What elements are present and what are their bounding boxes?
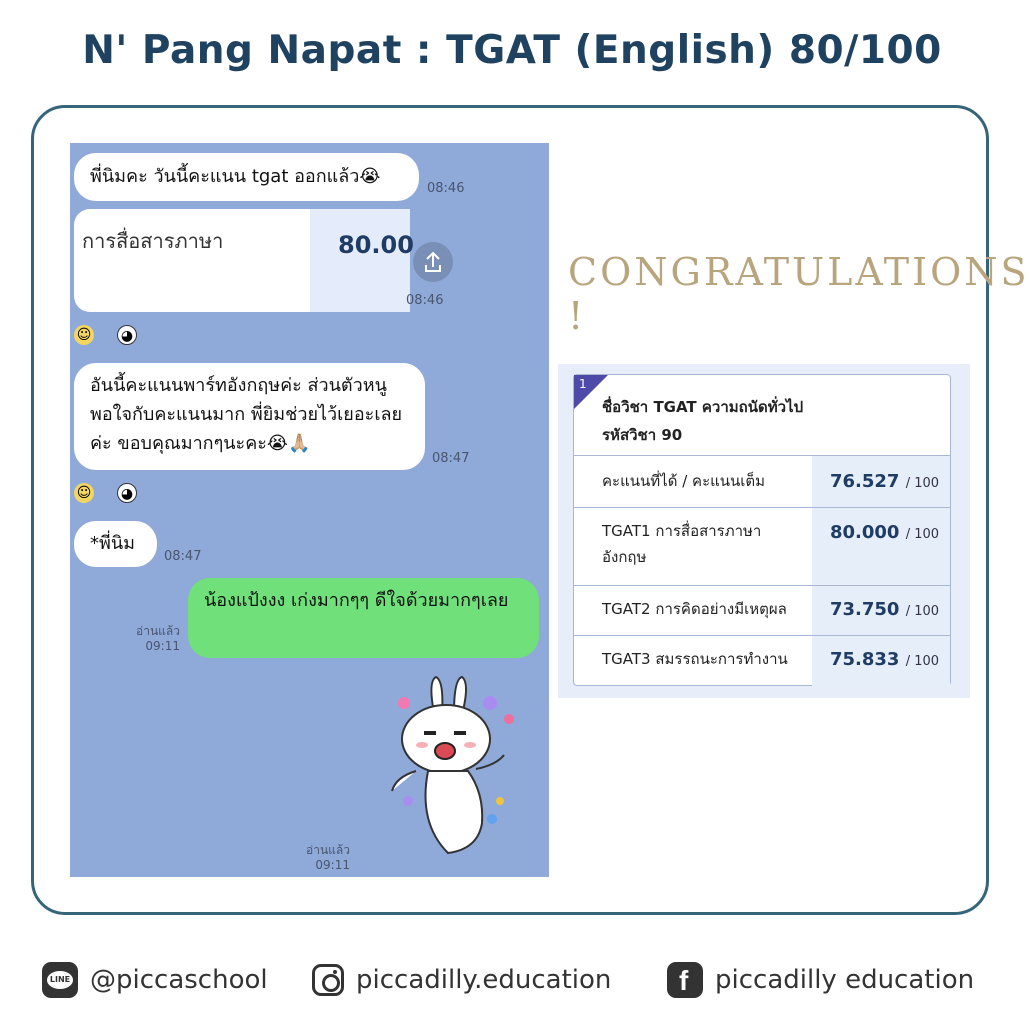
score-card-panel (558, 364, 970, 698)
chat-message-1: พี่นิมคะ วันนี้คะแนน tgat ออกแล้ว😭 (74, 153, 419, 201)
footer-facebook[interactable] (667, 958, 974, 1002)
chat-score-card (74, 209, 414, 312)
index-number: 1 (579, 377, 587, 391)
chat-message-4: *พี่นิม (74, 521, 157, 567)
score-value: 75.833 (830, 649, 900, 670)
score-max: / 100 (905, 527, 940, 542)
score-card-label: การสื่อสารภาษา (82, 229, 224, 253)
score-card-value-box (310, 209, 414, 312)
line-handle[interactable]: @piccaschool (90, 965, 268, 995)
congratulations-heading: CONGRATULATIONS ! (568, 250, 1030, 338)
score-row-label: คะแนนที่ได้ / คะแนนเต็ม (602, 472, 766, 490)
score-max: / 100 (905, 654, 940, 669)
footer-line[interactable] (42, 958, 268, 1002)
reply-message: น้องแป้งงง เก่งมากๆๆ ดีใจด้วยมากๆเลย (188, 578, 539, 658)
facebook-handle[interactable]: piccadilly education (715, 965, 975, 995)
smile-reaction-icon[interactable]: ☺ (74, 325, 94, 345)
score-row-value-cell (812, 456, 950, 507)
score-max: / 100 (905, 604, 940, 619)
chat-time-4: 08:47 (164, 549, 202, 564)
facebook-icon: f (667, 962, 703, 998)
score-row (574, 635, 950, 687)
page-title: N' Pang Napat : TGAT (English) 80/100 (82, 28, 942, 73)
score-row-label: TGAT3 สมรรถนะการทำงาน (602, 650, 788, 668)
instagram-handle[interactable]: piccadilly.education (356, 965, 612, 995)
score-row-value-cell (812, 636, 950, 687)
score-table (573, 374, 951, 686)
bunny-sticker (388, 673, 518, 863)
chat-screenshot (70, 143, 549, 877)
score-row-value-cell (812, 586, 950, 635)
rabbit-reaction-icon[interactable]: ◕ (117, 483, 137, 503)
score-row (574, 455, 950, 507)
reply-read-status: อ่านแล้ว 09:11 (136, 624, 180, 653)
score-row-label: TGAT2 การคิดอย่างมีเหตุผล (602, 600, 787, 618)
share-icon[interactable] (413, 242, 453, 282)
chat-time-3: 08:47 (432, 451, 470, 466)
sticker-read-status: อ่านแล้ว 09:11 (306, 843, 350, 872)
score-value: 73.750 (830, 599, 900, 620)
chat-message-3: อันนี้คะแนนพาร์ทอังกฤษค่ะ ส่วนตัวหนูพอใจกับคะแนนมาก พี่ยิมช่วยไว้เยอะเลยค่ะ ขอบคุณมากๆนะคะ😭🙏🏼 (74, 363, 425, 470)
score-row-label: TGAT1 การสื่อสารภาษาอังกฤษ (602, 522, 762, 566)
subject-name: ชื่อวิชา TGAT ความถนัดทั่วไป (602, 398, 804, 416)
score-max: / 100 (905, 476, 940, 491)
chat-time-1: 08:46 (427, 181, 465, 196)
chat-time-2: 08:46 (406, 293, 444, 308)
score-row-value-cell (812, 508, 950, 585)
score-value: 76.527 (830, 471, 900, 492)
line-icon: LINE (42, 962, 78, 998)
surprise-reaction-icon[interactable]: ◕ (117, 325, 137, 345)
score-row (574, 585, 950, 635)
smile-reaction-icon-2[interactable]: ☺ (74, 483, 94, 503)
subject-code: รหัสวิชา 90 (602, 426, 683, 444)
score-card-value: 80.00 (338, 231, 414, 259)
score-row (574, 507, 950, 585)
score-value: 80.000 (830, 522, 900, 543)
instagram-icon (312, 964, 344, 996)
footer-instagram[interactable] (312, 958, 611, 1002)
